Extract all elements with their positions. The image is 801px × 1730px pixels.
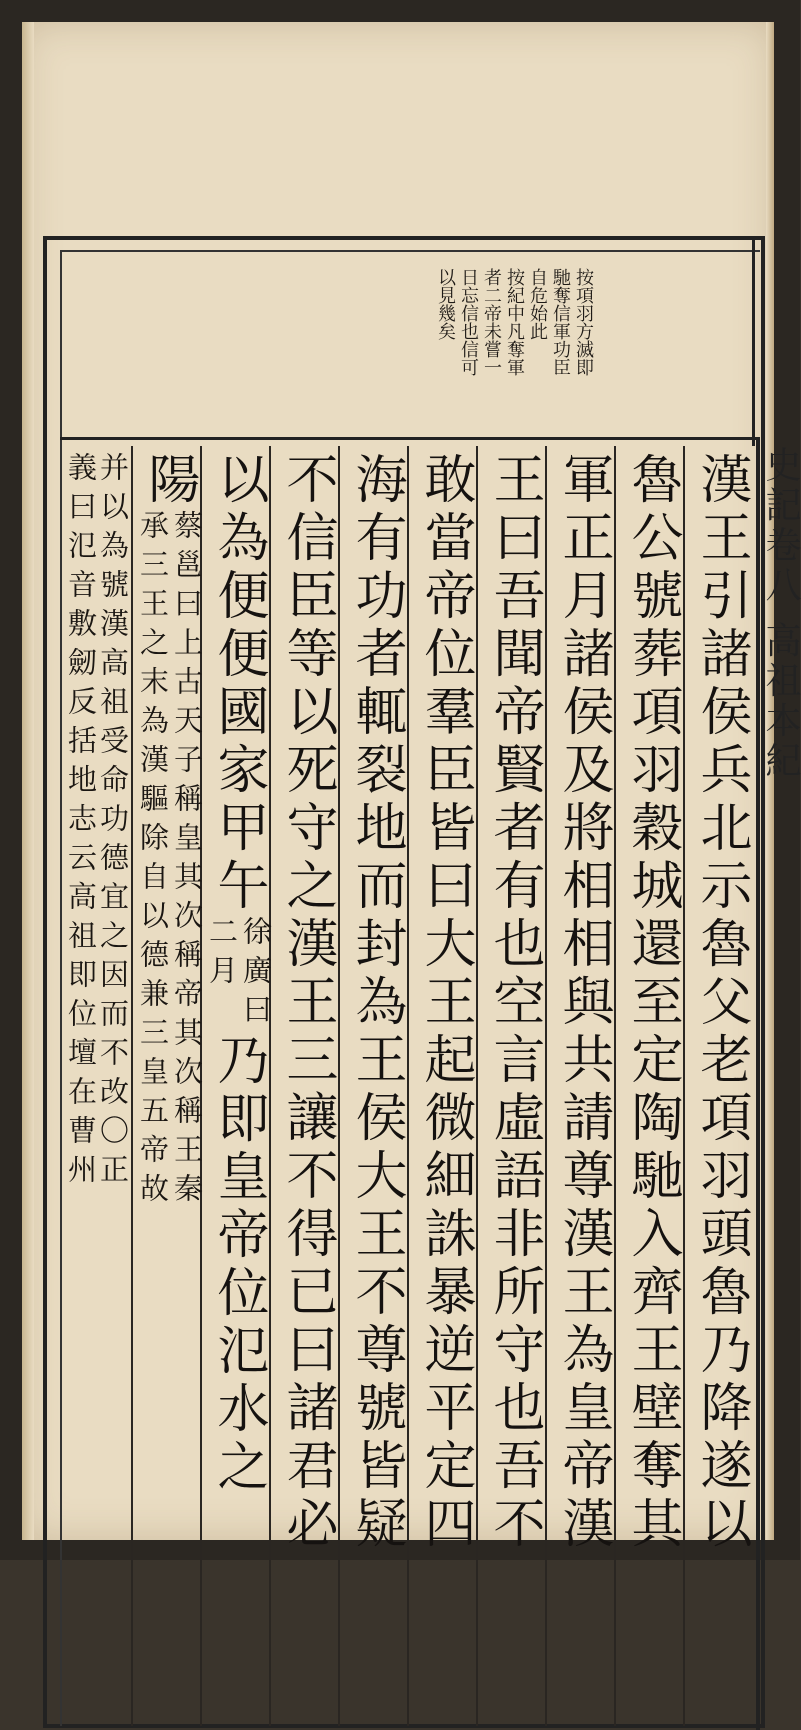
fore-edge-title: 史記卷八 高祖本紀: [760, 446, 801, 782]
commentary-column: 以見幾矣: [435, 268, 456, 340]
commentary-column: 按項羽方滅即: [573, 268, 594, 376]
commentary-box: [60, 250, 760, 440]
text-column-3: [545, 446, 614, 1726]
mixed-text-line: [136, 452, 202, 1212]
interlinear-note: [136, 510, 202, 1212]
main-text-line: 敢當帝位羣臣皆曰大王起微細誅暴逆平定四: [415, 452, 475, 1554]
commentary-column: 馳奪信軍功臣: [550, 268, 571, 376]
interlinear-note-left: 義曰氾音敷劒反括地志云高祖即位壇在曹州: [64, 452, 98, 1193]
text-column-8: [200, 446, 273, 1726]
text-column-2: [614, 446, 683, 1726]
main-text-segment: 陽: [139, 452, 199, 510]
commentary-notes: [434, 268, 593, 376]
binding-edge: [22, 22, 34, 1540]
text-column-10: [62, 446, 131, 1726]
mixed-text-line: [205, 452, 271, 1497]
commentary-column: 者二帝未嘗一: [481, 268, 502, 376]
commentary-column: 日忘信也信可: [458, 268, 479, 376]
interlinear-note: [66, 452, 128, 1193]
interlinear-note-right: 并以為號漢高祖受命功德宜之因而不改〇正: [96, 452, 130, 1193]
main-text-segment: 以為便便國家甲午: [208, 452, 268, 916]
main-text-line: 王曰吾聞帝賢者有也空言虛語非所守也吾不: [484, 452, 544, 1554]
main-text: [62, 446, 752, 1726]
commentary-column: 自危始此: [527, 268, 548, 340]
main-text-line: 海有功者輒裂地而封為王侯大王不尊號皆疑: [346, 452, 406, 1554]
text-column-6: [338, 446, 407, 1726]
main-text-line: 漢王引諸侯兵北示魯父老項羽頭魯乃降遂以: [691, 452, 751, 1554]
commentary-box-rule: [752, 236, 755, 446]
main-text-line: 魯公號葬項羽穀城還至定陶馳入齊王壁奪其: [622, 452, 682, 1554]
interlinear-note-right: 徐廣曰: [239, 916, 273, 1033]
text-column-5: [407, 446, 476, 1726]
commentary-column: 按紀中凡奪軍: [504, 268, 525, 376]
main-text-line: 不信臣等以死守之漢王三讓不得已曰諸君必: [277, 452, 337, 1554]
text-column-1: [683, 446, 752, 1726]
interlinear-note-left: 承三王之末為漢驅除自以德兼三皇五帝故: [136, 510, 170, 1212]
interlinear-note-right: 蔡邕曰上古天子稱皇其次稱帝其次稱王秦: [170, 510, 204, 1212]
text-column-7: [269, 446, 338, 1726]
interlinear-note: [205, 916, 271, 1033]
interlinear-note-left: 二月: [205, 916, 239, 994]
text-column-9: [131, 446, 204, 1726]
main-text-line: 軍正月諸侯及將相相與共請尊漢王為皇帝漢: [553, 452, 613, 1554]
text-column-4: [476, 446, 545, 1726]
main-text-segment: 乃即皇帝位氾水之: [208, 1033, 268, 1497]
